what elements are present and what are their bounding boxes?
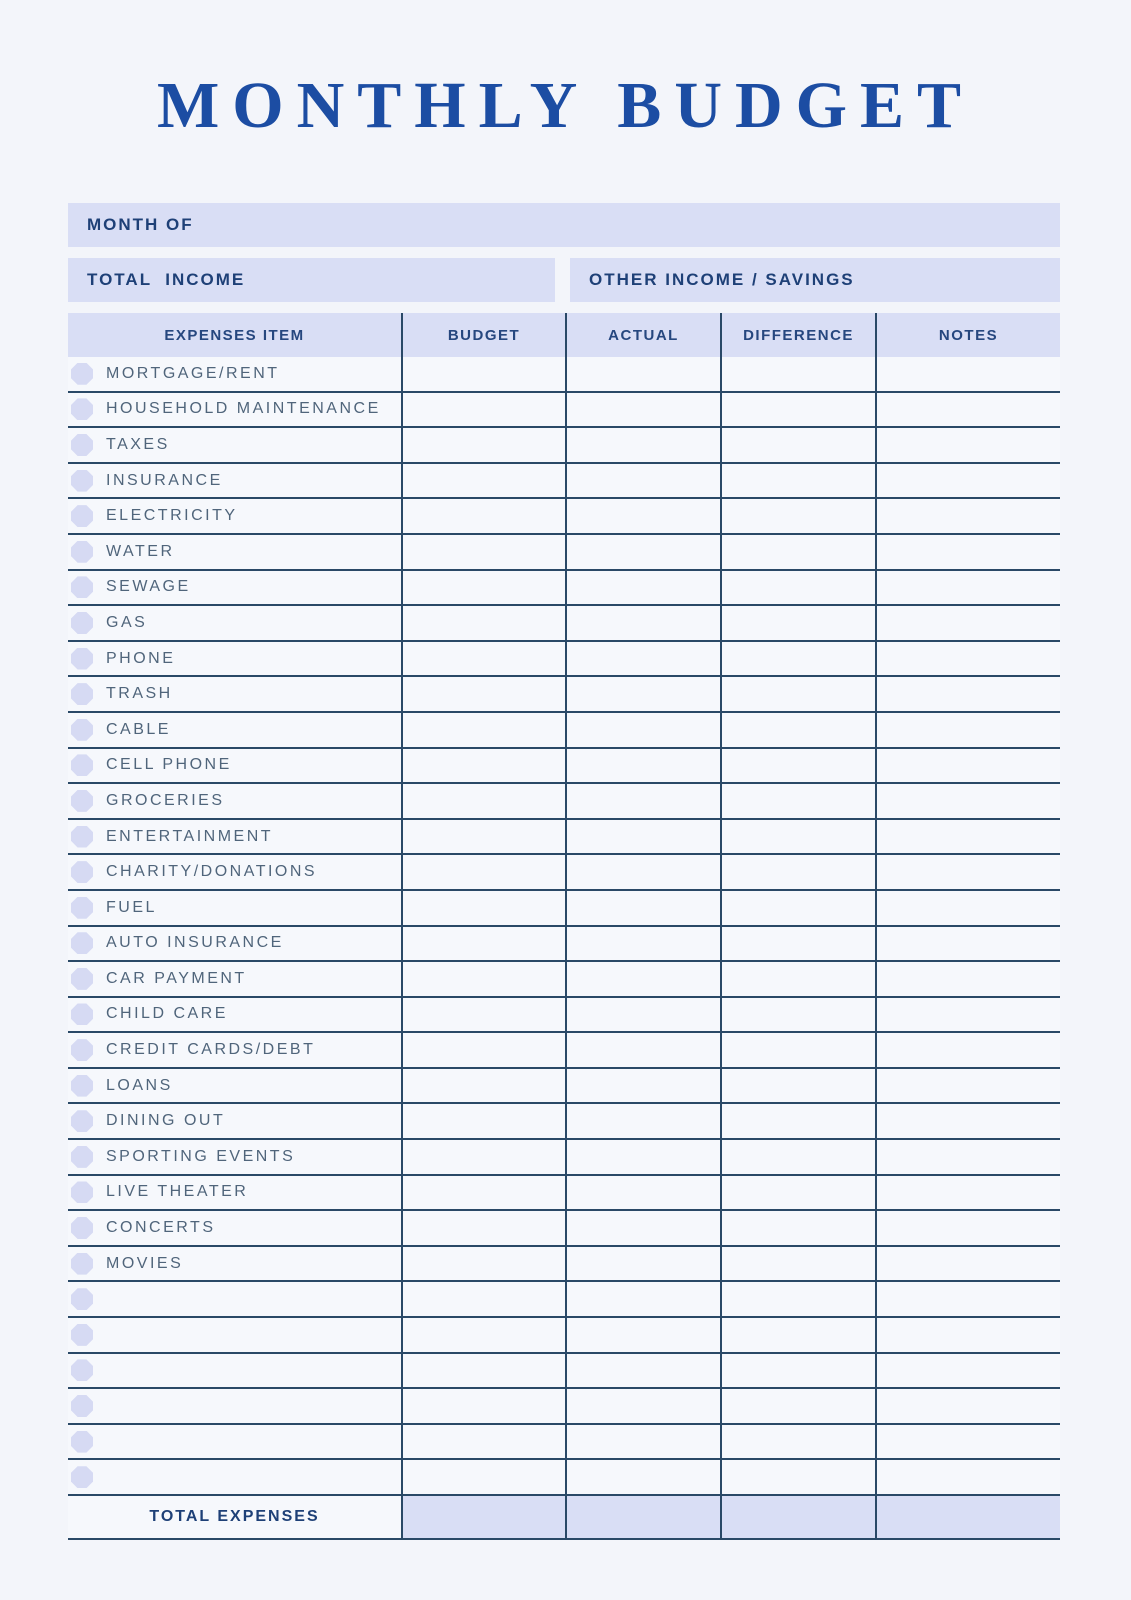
actual-cell [565, 1033, 720, 1067]
difference-cell [720, 927, 875, 961]
expense-item-cell [68, 1069, 401, 1103]
expense-item-label: CHARITY/DONATIONS [106, 863, 318, 881]
difference-cell [720, 749, 875, 783]
notes-cell [875, 1033, 1060, 1067]
difference-cell [720, 998, 875, 1032]
notes-cell [875, 713, 1060, 747]
month-of-bar [68, 203, 1060, 247]
budget-cell [401, 1211, 565, 1245]
table-row [68, 855, 1060, 891]
budget-cell [401, 606, 565, 640]
difference-cell [720, 1140, 875, 1174]
bullet-icon [71, 541, 93, 563]
notes-cell [875, 1354, 1060, 1388]
table-row [68, 927, 1060, 963]
table-row [68, 1354, 1060, 1390]
bullet-icon [71, 968, 93, 990]
expense-item-label: PHONE [106, 649, 176, 667]
actual-cell [565, 784, 720, 818]
difference-cell [720, 357, 875, 391]
actual-cell [565, 1247, 720, 1281]
table-row [68, 1247, 1060, 1283]
bullet-icon [71, 1253, 93, 1275]
bullet-icon [71, 754, 93, 776]
notes-cell [875, 357, 1060, 391]
table-row [68, 891, 1060, 927]
expense-item-label: SEWAGE [106, 578, 191, 596]
table-row [68, 571, 1060, 607]
table-row [68, 642, 1060, 678]
expense-item-cell [68, 1318, 401, 1352]
expense-item-cell [68, 1282, 401, 1316]
budget-cell [401, 713, 565, 747]
difference-cell [720, 1033, 875, 1067]
difference-cell [720, 677, 875, 711]
expense-item-cell [68, 677, 401, 711]
budget-cell [401, 1318, 565, 1352]
notes-cell [875, 1176, 1060, 1210]
actual-cell [565, 499, 720, 533]
notes-cell [875, 1282, 1060, 1316]
bullet-icon [71, 861, 93, 883]
table-row [68, 1425, 1060, 1461]
actual-cell [565, 713, 720, 747]
expense-item-cell [68, 428, 401, 462]
budget-cell [401, 677, 565, 711]
expense-item-label: TAXES [106, 435, 170, 453]
difference-cell [720, 1425, 875, 1459]
expense-item-cell [68, 820, 401, 854]
table-row [68, 677, 1060, 713]
bullet-icon [71, 1039, 93, 1061]
page-title: MONTHLY BUDGET [156, 69, 975, 142]
expense-item-cell [68, 962, 401, 996]
actual-cell [565, 357, 720, 391]
expense-item-cell [68, 571, 401, 605]
table-header-row [68, 313, 1060, 357]
budget-cell [401, 1389, 565, 1423]
expense-item-label: CAR PAYMENT [106, 969, 247, 987]
budget-cell [401, 357, 565, 391]
expense-item-cell [68, 1389, 401, 1423]
budget-cell [401, 1033, 565, 1067]
table-row [68, 1460, 1060, 1496]
actual-cell [565, 1176, 720, 1210]
expense-item-cell [68, 1460, 401, 1494]
expense-item-cell [68, 927, 401, 961]
bullet-icon [71, 398, 93, 420]
difference-cell [720, 606, 875, 640]
budget-cell [401, 962, 565, 996]
budget-cell [401, 1176, 565, 1210]
bullet-icon [71, 897, 93, 919]
bullet-icon [71, 1217, 93, 1239]
table-row [68, 393, 1060, 429]
total-expenses-label: TOTAL EXPENSES [68, 1496, 401, 1538]
table-row [68, 820, 1060, 856]
notes-cell [875, 535, 1060, 569]
difference-cell [720, 464, 875, 498]
actual-cell [565, 1460, 720, 1494]
difference-cell [720, 428, 875, 462]
actual-cell [565, 998, 720, 1032]
difference-cell [720, 1389, 875, 1423]
difference-cell [720, 642, 875, 676]
notes-cell [875, 393, 1060, 427]
budget-cell [401, 749, 565, 783]
bullet-icon [71, 1466, 93, 1488]
difference-cell [720, 1318, 875, 1352]
expense-item-cell [68, 535, 401, 569]
expense-item-cell [68, 393, 401, 427]
actual-cell [565, 606, 720, 640]
expense-item-label: MOVIES [106, 1254, 184, 1272]
notes-cell [875, 1389, 1060, 1423]
expense-item-label: INSURANCE [106, 471, 223, 489]
budget-cell [401, 1460, 565, 1494]
bullet-icon [71, 826, 93, 848]
actual-cell [565, 428, 720, 462]
table-row [68, 1140, 1060, 1176]
expense-item-label: CHILD CARE [106, 1005, 228, 1023]
expense-item-cell [68, 357, 401, 391]
difference-cell [720, 535, 875, 569]
bullet-icon [71, 790, 93, 812]
actual-cell [565, 571, 720, 605]
table-row [68, 1282, 1060, 1318]
expense-item-label: AUTO INSURANCE [106, 934, 284, 952]
bullet-icon [71, 612, 93, 634]
table-row [68, 713, 1060, 749]
budget-cell [401, 1282, 565, 1316]
notes-cell [875, 749, 1060, 783]
bullet-icon [71, 505, 93, 527]
table-row [68, 1069, 1060, 1105]
header-cell-budget: BUDGET [401, 313, 565, 357]
table-row [68, 784, 1060, 820]
notes-cell [875, 1460, 1060, 1494]
expense-item-label: FUEL [106, 898, 157, 916]
actual-cell [565, 642, 720, 676]
actual-cell [565, 1318, 720, 1352]
notes-cell [875, 1140, 1060, 1174]
difference-cell [720, 891, 875, 925]
expense-item-label: HOUSEHOLD MAINTENANCE [106, 400, 381, 418]
bullet-icon [71, 1431, 93, 1453]
bullet-icon [71, 719, 93, 741]
difference-cell [720, 1354, 875, 1388]
expense-item-label: WATER [106, 542, 175, 560]
expense-item-cell [68, 1033, 401, 1067]
table-row [68, 499, 1060, 535]
difference-cell [720, 784, 875, 818]
difference-cell [720, 962, 875, 996]
budget-cell [401, 428, 565, 462]
header-cell-expenses-item: EXPENSES ITEM [164, 326, 305, 344]
notes-cell [875, 1104, 1060, 1138]
actual-cell [565, 855, 720, 889]
bullet-icon [71, 1110, 93, 1132]
actual-cell [565, 891, 720, 925]
bullet-icon [71, 1003, 93, 1025]
table-row [68, 1033, 1060, 1069]
expense-item-label: ENTERTAINMENT [106, 827, 274, 845]
expense-item-label: SPORTING EVENTS [106, 1147, 296, 1165]
actual-cell [565, 1282, 720, 1316]
bullet-icon [71, 932, 93, 954]
bullet-icon [71, 1324, 93, 1346]
notes-cell [875, 499, 1060, 533]
expense-item-cell [68, 1104, 401, 1138]
actual-cell [565, 749, 720, 783]
expense-item-label: CREDIT CARDS/DEBT [106, 1041, 316, 1059]
actual-cell [565, 393, 720, 427]
table-row [68, 749, 1060, 785]
expense-item-cell [68, 1140, 401, 1174]
notes-cell [875, 606, 1060, 640]
header-cell-actual: ACTUAL [565, 313, 720, 357]
notes-cell [875, 428, 1060, 462]
bullet-icon [71, 683, 93, 705]
expense-item-label: CABLE [106, 720, 171, 738]
table-row [68, 357, 1060, 393]
notes-cell [875, 1211, 1060, 1245]
total-expenses-row [68, 1496, 1060, 1540]
actual-cell [565, 677, 720, 711]
budget-cell [401, 1069, 565, 1103]
other-income-savings-label: OTHER INCOME / SAVINGS [589, 270, 855, 289]
expense-item-cell [68, 713, 401, 747]
actual-cell [565, 1389, 720, 1423]
bullet-icon [71, 648, 93, 670]
expense-item-cell [68, 642, 401, 676]
budget-cell [401, 998, 565, 1032]
notes-cell [875, 784, 1060, 818]
actual-cell [565, 1069, 720, 1103]
notes-cell [875, 642, 1060, 676]
expense-item-label: GROCERIES [106, 791, 225, 809]
bullet-icon [71, 576, 93, 598]
expense-item-label: CONCERTS [106, 1219, 216, 1237]
budget-cell [401, 1354, 565, 1388]
table-row [68, 535, 1060, 571]
expenses-table [68, 313, 1060, 1540]
table-row [68, 464, 1060, 500]
table-row [68, 962, 1060, 998]
table-row [68, 1104, 1060, 1140]
table-row [68, 998, 1060, 1034]
header-cell-notes: NOTES [875, 313, 1060, 357]
expense-item-cell [68, 1354, 401, 1388]
month-of-label: MONTH OF [87, 215, 194, 234]
total-actual-cell [565, 1496, 720, 1538]
other-income-savings-bar [570, 258, 1060, 302]
budget-cell [401, 820, 565, 854]
difference-cell [720, 1069, 875, 1103]
budget-cell [401, 927, 565, 961]
budget-cell [401, 535, 565, 569]
table-row [68, 1211, 1060, 1247]
actual-cell [565, 820, 720, 854]
expense-item-cell [68, 606, 401, 640]
table-row [68, 1389, 1060, 1425]
total-budget-cell [401, 1496, 565, 1538]
actual-cell [565, 464, 720, 498]
actual-cell [565, 927, 720, 961]
actual-cell [565, 535, 720, 569]
bullet-icon [71, 470, 93, 492]
budget-cell [401, 1140, 565, 1174]
expense-item-cell [68, 1425, 401, 1459]
budget-cell [401, 393, 565, 427]
difference-cell [720, 393, 875, 427]
budget-cell [401, 1104, 565, 1138]
total-income-bar [68, 258, 555, 302]
expense-item-cell [68, 998, 401, 1032]
budget-cell [401, 855, 565, 889]
expense-item-cell [68, 499, 401, 533]
budget-cell [401, 571, 565, 605]
table-row [68, 1176, 1060, 1212]
actual-cell [565, 962, 720, 996]
difference-cell [720, 1460, 875, 1494]
expense-item-cell [68, 749, 401, 783]
expense-item-label: DINING OUT [106, 1112, 226, 1130]
expense-item-label: TRASH [106, 685, 173, 703]
expense-item-cell [68, 464, 401, 498]
expense-item-cell [68, 784, 401, 818]
difference-cell [720, 713, 875, 747]
expense-item-label: CELL PHONE [106, 756, 232, 774]
total-income-label: TOTAL INCOME [87, 270, 246, 289]
difference-cell [720, 1247, 875, 1281]
expense-item-label: LOANS [106, 1076, 173, 1094]
difference-cell [720, 1211, 875, 1245]
expense-item-label: GAS [106, 613, 148, 631]
table-row [68, 1318, 1060, 1354]
actual-cell [565, 1354, 720, 1388]
total-difference-cell [720, 1496, 875, 1538]
expense-item-cell [68, 1211, 401, 1245]
budget-cell [401, 1425, 565, 1459]
bullet-icon [71, 363, 93, 385]
budget-cell [401, 499, 565, 533]
total-notes-cell [875, 1496, 1060, 1538]
bullet-icon [71, 434, 93, 456]
difference-cell [720, 1282, 875, 1316]
expense-item-label: ELECTRICITY [106, 507, 238, 525]
actual-cell [565, 1104, 720, 1138]
table-body [68, 357, 1060, 1496]
notes-cell [875, 962, 1060, 996]
notes-cell [875, 855, 1060, 889]
expense-item-label: MORTGAGE/RENT [106, 364, 280, 382]
notes-cell [875, 820, 1060, 854]
bullet-icon [71, 1395, 93, 1417]
budget-cell [401, 464, 565, 498]
notes-cell [875, 1247, 1060, 1281]
notes-cell [875, 891, 1060, 925]
notes-cell [875, 1069, 1060, 1103]
bullet-icon [71, 1075, 93, 1097]
difference-cell [720, 571, 875, 605]
actual-cell [565, 1425, 720, 1459]
notes-cell [875, 998, 1060, 1032]
table-row [68, 606, 1060, 642]
expense-item-label: LIVE THEATER [106, 1183, 249, 1201]
table-row [68, 428, 1060, 464]
budget-cell [401, 891, 565, 925]
difference-cell [720, 1176, 875, 1210]
notes-cell [875, 927, 1060, 961]
expense-item-cell [68, 1247, 401, 1281]
difference-cell [720, 820, 875, 854]
bullet-icon [71, 1288, 93, 1310]
budget-cell [401, 1247, 565, 1281]
notes-cell [875, 677, 1060, 711]
notes-cell [875, 464, 1060, 498]
bullet-icon [71, 1146, 93, 1168]
expense-item-cell [68, 855, 401, 889]
header-cell-difference: DIFFERENCE [720, 313, 875, 357]
notes-cell [875, 1425, 1060, 1459]
notes-cell [875, 571, 1060, 605]
difference-cell [720, 855, 875, 889]
bullet-icon [71, 1181, 93, 1203]
expense-item-cell [68, 891, 401, 925]
expense-item-cell [68, 1176, 401, 1210]
difference-cell [720, 1104, 875, 1138]
difference-cell [720, 499, 875, 533]
actual-cell [565, 1140, 720, 1174]
budget-cell [401, 642, 565, 676]
notes-cell [875, 1318, 1060, 1352]
bullet-icon [71, 1359, 93, 1381]
actual-cell [565, 1211, 720, 1245]
budget-cell [401, 784, 565, 818]
